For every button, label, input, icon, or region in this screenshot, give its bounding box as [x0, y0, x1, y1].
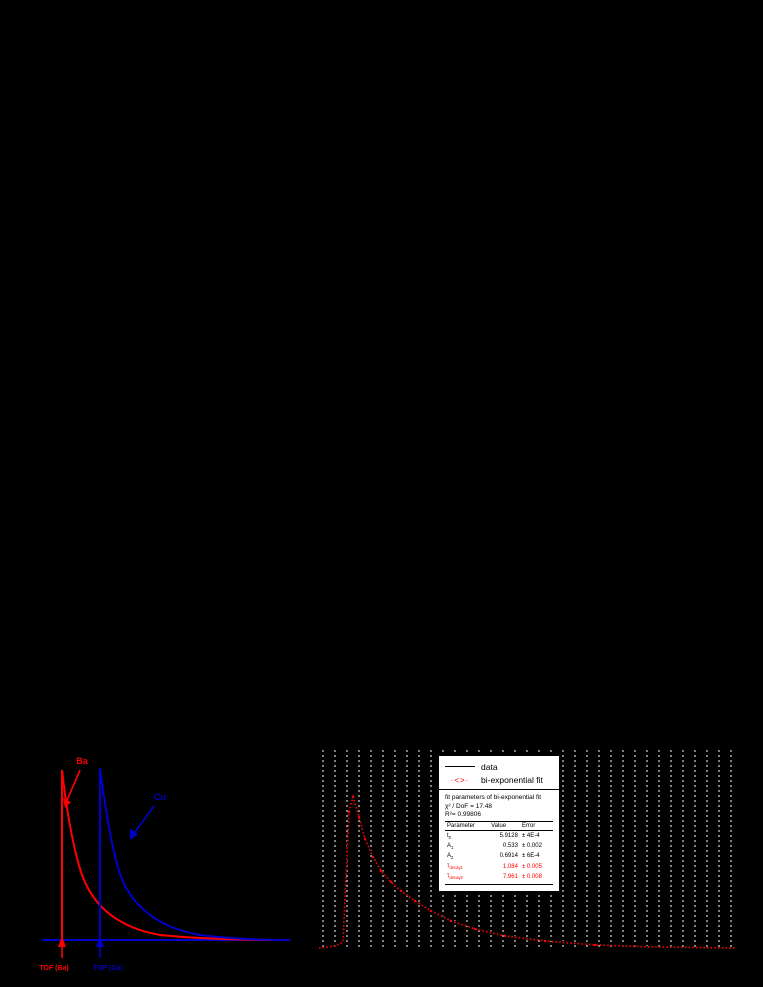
cu-pointer-line [132, 806, 154, 836]
tof-ba-label: TOF (Ba) [39, 965, 69, 972]
param-name-3: $\tau_{decay1}$ [447, 863, 463, 871]
param-value-3: 1.084 [502, 863, 518, 870]
legend-item-data [445, 760, 553, 773]
chi2-label: χ² / DoF = [445, 803, 474, 810]
parameter-table-header [445, 822, 553, 831]
r2-value: 0.99806 [457, 811, 481, 818]
param-value-2: 0.6914 [499, 853, 518, 860]
ba-decay-curve [62, 770, 288, 940]
param-name-2: $A_2$ [447, 852, 454, 861]
param-error-4: ± 0.008 [521, 873, 542, 880]
param-value-0: 5.9128 [499, 833, 518, 840]
legend-and-fit-box [438, 755, 560, 892]
solid-line-icon [445, 762, 475, 772]
cu-label: Cu [154, 792, 166, 802]
table-row [445, 841, 553, 851]
tof-cu-label: TOF (Cu) [93, 965, 123, 972]
ba-label: Ba [76, 756, 88, 766]
legend-label-data: data [481, 761, 498, 772]
param-name-4: $\tau_{decay2}$ [447, 873, 463, 881]
legend-item-fit [445, 773, 553, 786]
tof-schematic-svg [20, 750, 300, 980]
chi2-stat [445, 803, 553, 810]
col-error: Error [520, 822, 553, 831]
table-row [445, 851, 553, 861]
tof-ba-arrowhead [58, 936, 66, 947]
chi2-value: 17.48 [475, 803, 492, 810]
tof-cu-arrowhead [96, 936, 104, 947]
col-parameter: Parameter [445, 822, 489, 831]
param-error-3: ± 0.005 [521, 863, 542, 870]
col-value: Value [489, 822, 520, 831]
param-value-1: 0.533 [502, 843, 518, 850]
table-bottom-rule [445, 884, 553, 885]
dotted-line-icon: ·<>· [450, 776, 470, 784]
table-row [445, 831, 553, 842]
parameter-table [445, 821, 553, 882]
ba-pointer-line [65, 770, 80, 805]
fit-parameters [439, 790, 559, 891]
param-error-2: ± 6E-4 [521, 853, 540, 860]
cu-decay-curve [100, 768, 288, 940]
r2-stat [445, 811, 553, 818]
tof-schematic-panel [20, 750, 300, 980]
legend-label-fit: bi-exponential fit [481, 774, 543, 785]
param-name-0: $t_0$ [447, 832, 452, 840]
param-value-4: 7.961 [502, 873, 518, 880]
param-name-1: $A_1$ [447, 842, 454, 850]
r2-label: R²= [445, 811, 456, 818]
legend [439, 756, 559, 790]
param-error-0: ± 4E-4 [521, 833, 540, 840]
fit-title: fit parameters of bi-exponential fit [445, 794, 542, 801]
param-error-1: ± 0.002 [521, 843, 542, 850]
table-row [445, 872, 553, 882]
table-row [445, 862, 553, 872]
